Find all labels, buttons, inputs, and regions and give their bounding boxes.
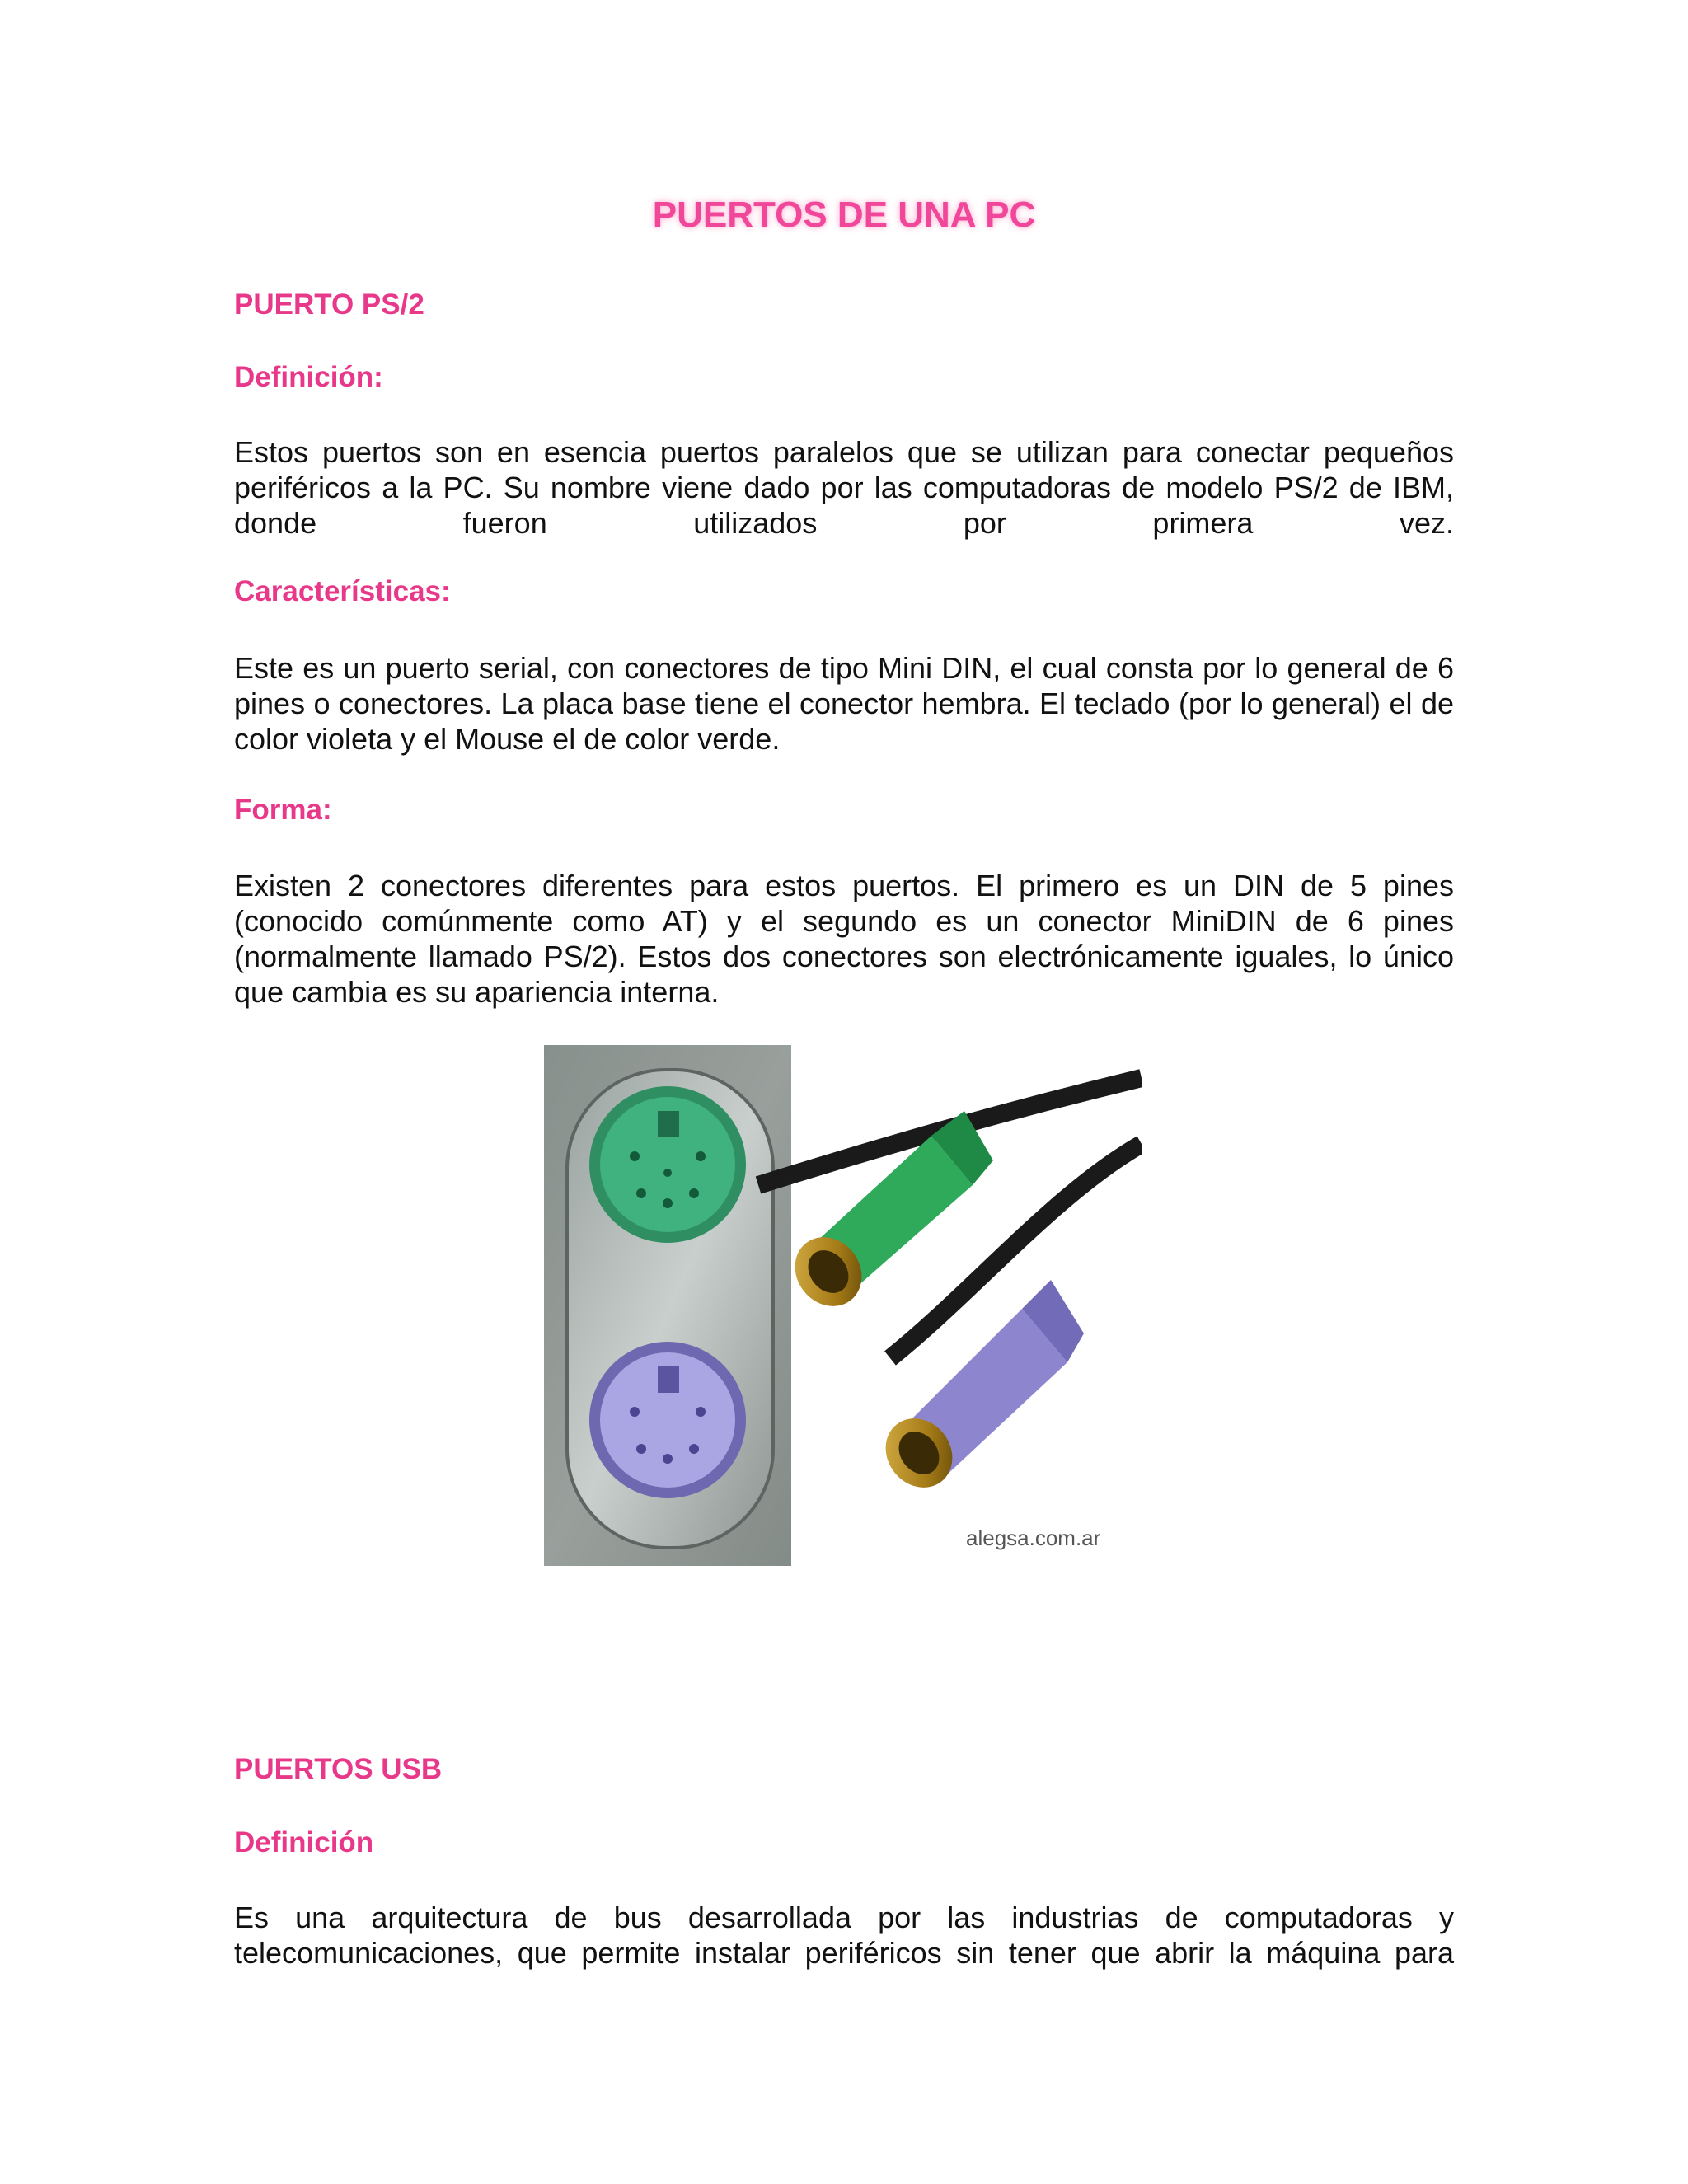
- form-paragraph: Existen 2 conectores diferentes para estos puertos. El primero es un DIN de 5 pines (conocido comúnmente como AT) y el segundo es un conector MiniDIN de 6 pines (normalmente llamado PS/2). Estos dos conectores son electrónicamente iguales, lo único que cambia es su apariencia interna.: [234, 869, 1454, 1009]
- section-heading-usb: PUERTOS USB: [234, 1753, 443, 1785]
- usb-definition-paragraph: Es una arquitectura de bus desarrollada por las industrias de computadoras y telecomunicaciones, que permite instalar periféricos sin tener que abrir la máquina para: [234, 1900, 1454, 1970]
- page-title: PUERTOS DE UNA PC: [652, 194, 1036, 235]
- section-heading-ps2: PUERTO PS/2: [234, 288, 424, 321]
- features-paragraph: Este es un puerto serial, con conectores de tipo Mini DIN, el cual consta por lo general de 6 pines o conectores. La placa base tiene el conector hembra. El teclado (por lo general) el de color violeta y el Mouse el de color verde.: [234, 651, 1454, 756]
- image-watermark: alegsa.com.ar: [966, 1526, 1101, 1550]
- definition-paragraph: Estos puertos son en esencia puertos paralelos que se utilizan para conectar pequeños periféricos a la PC. Su nombre viene dado por las computadoras de modelo PS/2 de IBM, donde fueron utilizados por primera vez.: [234, 435, 1454, 540]
- purple-ps2-plug: [872, 1280, 1084, 1501]
- features-heading: Características:: [234, 575, 451, 607]
- form-heading: Forma:: [234, 794, 332, 826]
- ps2-ports-photo: [544, 1045, 1142, 1566]
- usb-definition-heading: Definición: [234, 1826, 374, 1858]
- definition-heading: Definición:: [234, 361, 383, 393]
- ps2-ports-illustration: [544, 1045, 1142, 1566]
- purple-ps2-port: [589, 1342, 746, 1498]
- green-ps2-port: [589, 1086, 746, 1243]
